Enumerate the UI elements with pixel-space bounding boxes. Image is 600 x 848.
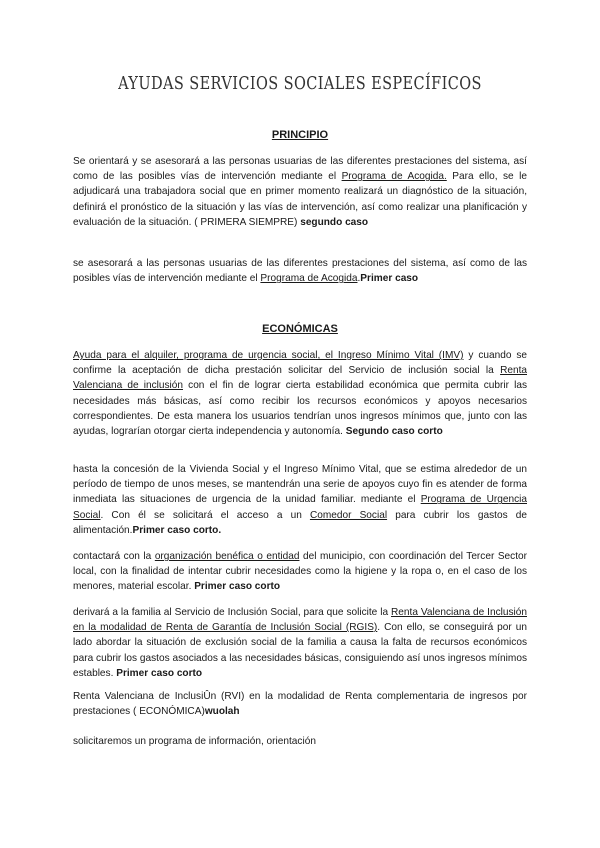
rgis-link[interactable]: Renta Valenciana de Inclusión en la modalidad de Renta de Garantía de Inclusión Social (RGIS) — [73, 607, 527, 634]
case-label: Segundo caso corto — [345, 426, 443, 438]
programa-urgencia-link[interactable]: Programa de Urgencia Social — [73, 494, 527, 521]
text: . — [357, 273, 361, 285]
case-label: wuolah — [204, 706, 240, 718]
text: Se orientará y se asesorará a las personas usuarias de las diferentes prestaciones del sistema, así como de las posibles vías de intervención mediante el — [73, 156, 527, 183]
case-label: Primer caso corto — [116, 667, 203, 679]
text: del municipio, con coordinación del Tercer Sector local, con la finalidad de intentar cubrir necesidades como la higiene y la ropa o, en el caso de los menores, material escolar. — [73, 551, 527, 593]
paragraph-economicas-1 — [73, 348, 527, 439]
paragraph-principio-1 — [73, 154, 527, 230]
paragraph-economicas-5 — [73, 689, 527, 719]
text: derivará a la familia al Servicio de Inclusión Social, para que solicite la — [73, 607, 392, 618]
section-heading-economicas: ECONÓMICAS — [262, 323, 338, 335]
text: se asesorará a las personas usuarias de las diferentes prestaciones del sistema, así como de las posibles vías de intervención mediante el — [73, 258, 527, 285]
paragraph-principio-2 — [73, 256, 527, 286]
programa-acogida-link[interactable]: Programa de Acogida — [260, 273, 358, 285]
paragraph-economicas-6 — [73, 734, 527, 749]
document-title: AYUDAS SERVICIOS SOCIALES ESPECÍFICOS — [118, 74, 482, 94]
text: hasta la concesión de la Vivienda Social y el Ingreso Mínimo Vital, que se estima alrededor de un período de tiempo de unos meses, se mantendrán una serie de apoyos cuyo fin es atender de forma inmediata las situaciones de urgencia de la unidad familiar. mediante el — [73, 464, 527, 506]
renta-valenciana-link[interactable]: Renta Valenciana de inclusión — [73, 365, 527, 392]
text: con el fin de lograr cierta estabilidad económica que permita cubrir las necesidades más básicas, así como recibir los recursos económicos y apoyos necesarios correspondientes. De esta manera los usuarios tendrían unos ingresos mínimos que, junto con las ayudas, lograrían otorgar cierta independencia y autonomía. — [73, 380, 527, 438]
text: . Con ello, se conseguirá por un lado abordar la situación de exclusión social de la familia a causa la falta de recursos económicos para cubrir los gastos asociados a las necesidades básicas, consiguiendo así unos ingresos mínimos estables. — [73, 622, 527, 679]
paragraph-economicas-2 — [73, 462, 527, 538]
comedor-social-link[interactable]: Comedor Social — [309, 509, 388, 521]
text: y cuando se confirme la aceptación de dicha prestación solicitar del Servicio de inclusión social la — [73, 350, 527, 377]
section-heading-principio: PRINCIPIO — [271, 129, 329, 141]
paragraph-economicas-4 — [73, 605, 527, 681]
text: para cubrir los gastos de alimentación. — [73, 509, 527, 536]
case-label: Primer caso — [360, 273, 419, 285]
text: . Con él se solicitará el acceso a un — [100, 509, 310, 521]
text: Renta Valenciana de InclusiÛn (RVI) en la modalidad de Renta complementaria de ingresos por prestaciones ( ECONÓMICA) — [73, 691, 527, 718]
case-label: Primer caso corto. — [132, 524, 222, 536]
case-label: Primer caso corto — [194, 581, 281, 593]
paragraph-economicas-3 — [73, 549, 527, 595]
programa-acogida-link[interactable]: Programa de Acogida. — [341, 171, 447, 183]
organizacion-benefica-link[interactable]: organización benéfica o entidad — [154, 551, 300, 562]
case-label: segundo caso — [300, 216, 369, 228]
ayudas-link[interactable]: Ayuda para el alquiler, programa de urgencia social, el Ingreso Mínimo Vital (IMV) — [73, 350, 464, 361]
text: Para ello, se le adjudicará una trabajadora social que en primer momento realizará un diagnóstico de la situación, definirá el pronóstico de la situación y las vías de intervención, así como realizar una planificación y evaluación de la situación. ( PRIMERA SIEMPRE) — [73, 171, 527, 228]
text: solicitaremos un programa de información, orientación — [73, 736, 316, 747]
text: contactará con la — [73, 551, 155, 562]
